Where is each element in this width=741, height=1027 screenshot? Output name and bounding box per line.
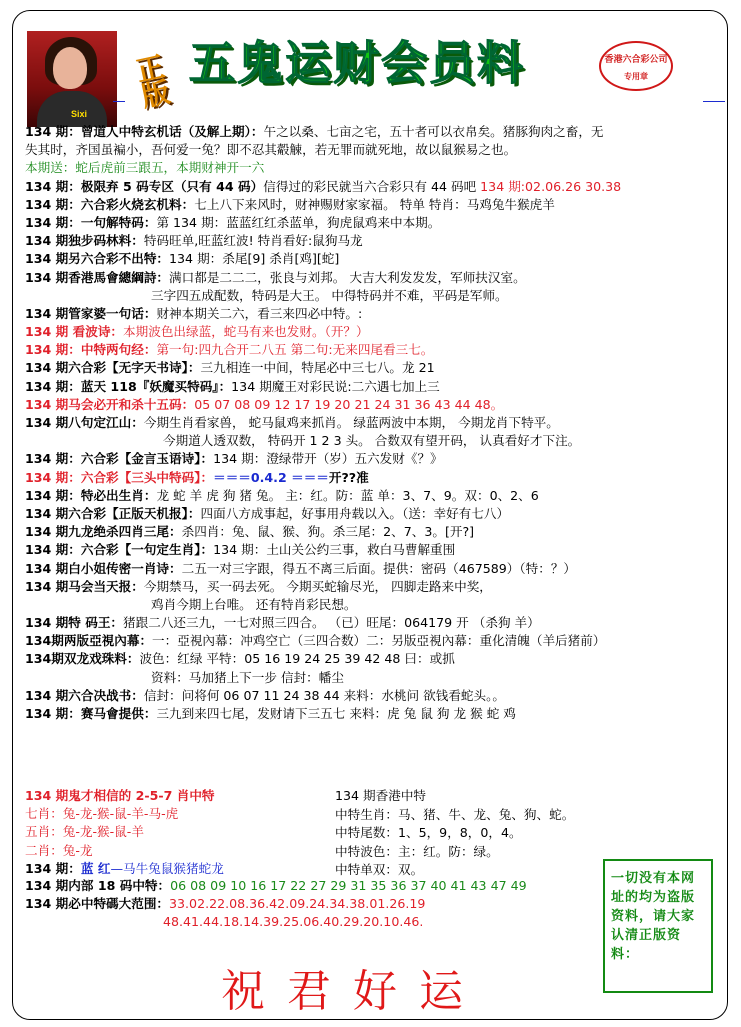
- content-line: [25, 359, 725, 377]
- line-segment: 午之以桑、七亩之宅，五十者可以衣帛矣。猪豚狗肉之畜，无: [263, 124, 604, 139]
- content-line: [25, 378, 725, 396]
- line-segment: 48.41.44.18.14.39.25.06.40.29.20.10.46.: [163, 914, 424, 930]
- content-lines: [25, 123, 725, 723]
- line-segment: —马牛兔鼠猴猪蛇龙: [110, 860, 224, 876]
- line-segment: 资料：马加猪上下一步 信封：幡尘: [151, 669, 344, 685]
- content-line: [25, 287, 725, 305]
- content-line: [25, 178, 725, 196]
- line-segment: 134 期六合决战书：: [25, 687, 144, 703]
- line-segment: 134 期：六合彩【金言玉语诗】：: [25, 451, 214, 467]
- content-line: [25, 687, 725, 705]
- line-segment: 134 期香港馬會總綱詩：: [25, 269, 170, 285]
- line-segment: 今期道人透双数， 特码开 1 2 3 头。 合数双有望开码， 认真看好才下注。: [163, 433, 581, 449]
- line-segment: 波色：红绿 平特：05 16 19 24 25 39 42 48 曰：或抓: [139, 651, 455, 667]
- content-line: [25, 450, 725, 468]
- line-segment: 三字四五成配数，特码是大王。 中得特码并不难，平码是军师。: [151, 287, 508, 303]
- right-block: [335, 787, 574, 880]
- wish-text: 祝君好运: [221, 966, 485, 1017]
- line-segment: 134 期：杀尾[9] 杀肖[鸡][蛇]: [169, 251, 340, 267]
- portrait-face: [53, 47, 87, 89]
- line-segment: 四面八方成事起，好事用舟载以入。（送：幸好有七八）: [200, 505, 510, 521]
- portrait-tag: Sixi: [71, 109, 88, 119]
- line-segment: 134 期马会当天报：: [25, 578, 144, 594]
- line-segment: 本期送：蛇后虎前三跟五，本期财神开一六: [25, 160, 265, 176]
- line-segment: 龙 蛇 羊 虎 狗 猪 兔。 主：红。防：蓝 单：3、7、9。双：0、2、6: [156, 487, 539, 503]
- line-segment: 134 期八句定江山：: [25, 415, 144, 430]
- right-block-line: 中特单双：双。: [335, 862, 424, 878]
- right-block-line: 中特尾数：1、5，9，8，0，4。: [335, 825, 522, 841]
- right-block-line: 中特波色：主：红。防：绿。: [335, 843, 499, 859]
- content-line: [25, 269, 725, 287]
- line-segment: 134 期 看波诗：: [25, 324, 124, 340]
- left-block: [25, 787, 224, 878]
- line-segment: 134 期：极限弃 5 码专区（只有 44 码）: [25, 178, 264, 194]
- notice-box: 一切没有本网址的均为盗版资料，请大家认清正版资料：: [603, 859, 713, 993]
- line-segment: 信封：问将何 06 07 11 24 38 44 来料：水桃问 欲钱看蛇头。。: [143, 687, 506, 703]
- line-segment: 本期波色出绿蓝，蛇马有来也发财。（开？）: [123, 324, 369, 340]
- line-segment: 一：亞視內幕：冲鸡空亡（三四合数）二：另版亞視內幕：重化清魄（羊后猪前）: [152, 633, 606, 649]
- line-segment: 134 期：六合彩火烧玄机料：: [25, 196, 195, 212]
- content-line: [25, 159, 725, 177]
- line-segment: 特码旺单,旺蓝红波! 特肖看好:鼠狗马龙: [143, 233, 363, 249]
- line-segment: 134 期六合彩【正版天机报】：: [25, 505, 201, 521]
- page-frame: [12, 10, 728, 1020]
- content-line: [25, 596, 725, 614]
- header-rule-left: [113, 101, 125, 102]
- line-segment: 信得过的彩民就当六合彩只有 44 码吧: [263, 178, 481, 194]
- content-line: [25, 560, 725, 578]
- content-line: [25, 232, 725, 250]
- zheng-logo: 正版: [133, 49, 173, 114]
- line-segment: 134 期九龙绝杀四肖三尾：: [25, 524, 182, 540]
- line-segment: 134 期六合彩【无字天书诗】：: [25, 360, 201, 376]
- line-segment: 五肖：兔-龙-猴-鼠-羊: [25, 824, 144, 840]
- content-line: [25, 578, 725, 596]
- line-segment: 财神本期关二六，看三来四必中特。:: [156, 305, 363, 321]
- content-line: [25, 805, 224, 823]
- content-line: [25, 787, 224, 805]
- content-line: [25, 842, 224, 860]
- line-segment: 二肖：兔-龙: [25, 842, 93, 858]
- content-line: [25, 541, 725, 559]
- stamp-bottom-text: 专用章: [624, 72, 648, 81]
- line-segment: 今期生肖看家兽， 蛇马鼠鸡来抓肖。 绿蓝两波中本期， 今期龙肖下特平。: [143, 415, 559, 430]
- line-segment: 满口都是二二二，张良与刘邦。 大吉大利发发发，军师扶汉室。: [169, 269, 526, 285]
- line-segment: 134 期：六合彩【三头中特码】：: [25, 469, 214, 485]
- line-segment: 06 08 09 10 16 17 22 27 29 31 35 36 37 40 41 43 47 49: [170, 878, 527, 893]
- content-line: [25, 632, 725, 650]
- line-segment: 134 期：特必出生肖：: [25, 487, 157, 503]
- line-segment: 三九到来四七尾，发财请下三五七 来料：虎 兔 鼠 狗 龙 猴 蛇 鸡: [156, 706, 516, 721]
- line-segment: 134 期魔王对彩民说:二六遇七加上三: [231, 378, 440, 394]
- content-line: [25, 650, 725, 668]
- line-segment: 134 期鬼才相信的 2-5-7 肖中特: [25, 788, 215, 803]
- content-line: [25, 669, 725, 687]
- line-segment: 134 期另六合彩不出特：: [25, 251, 170, 267]
- line-segment: 134 期：赛马會提供：: [25, 706, 157, 721]
- content-line: [25, 705, 725, 723]
- line-segment: 134 期：六合彩【一句定生肖】：: [25, 542, 214, 558]
- content-line: [25, 487, 725, 505]
- line-segment: 今期禁马，买一码去死。 今期买蛇输尽光， 四脚走路来中奖，: [143, 578, 492, 594]
- line-segment: 二五一对三字跟，得五不离三后面。提供：密码（467589）（特：？）: [181, 560, 577, 576]
- line-segment: 134 期必中特碼大范围：: [25, 896, 170, 912]
- content-line: [25, 323, 725, 341]
- content-line: [25, 523, 725, 541]
- line-segment: 第 134 期：蓝蓝红红杀蓝单，狗虎鼠鸡来中本期。: [156, 214, 441, 230]
- line-segment: 134 期：蓝天 118『妖魔买特码』：: [25, 378, 232, 394]
- content-line: [25, 505, 725, 523]
- line-segment: 猪跟二八还三九，一七对照三四合。 （已）旺尾：064179 开 （杀狗 羊）: [123, 615, 540, 631]
- line-segment: 134 期：澄绿带开（岁）五六发财《？》: [213, 451, 443, 467]
- line-segment: 134 期：中特两句经：: [25, 342, 157, 358]
- line-segment: 杀四肖：兔、鼠、猴、狗。杀三尾：2、7、3。[开?]: [181, 524, 475, 540]
- content-line: [25, 341, 725, 359]
- page-title: 五鬼运财会员料: [189, 36, 525, 90]
- line-segment: 开??准: [328, 469, 369, 485]
- content-line: [25, 396, 725, 414]
- content-line: [25, 196, 725, 214]
- content-line: [25, 432, 725, 450]
- content-line: [25, 123, 725, 141]
- line-segment: 134 期：土山关公约三事，救白马曹解重围: [213, 542, 456, 558]
- line-segment: 134 期特 码王：: [25, 615, 124, 631]
- content-line: [25, 860, 224, 878]
- line-segment: 05 07 08 09 12 17 19 20 21 24 31 36 43 44 48。: [194, 396, 504, 412]
- line-segment: 134 期马会必开和杀十五码：: [25, 396, 195, 412]
- official-stamp: [599, 41, 673, 91]
- line-segment: 134 期：一句解特码：: [25, 214, 157, 230]
- right-block-line: 中特生肖：马、猪、牛、龙、兔、狗、蛇。: [335, 806, 575, 822]
- line-segment: 失其时，齐国虽褊小，吾何爱一兔？即不忍其觳觫，若无罪而就死地，故以鼠猴易之也。: [25, 142, 517, 158]
- line-segment: 134 期管家婆一句话：: [25, 305, 157, 321]
- content-line: [25, 823, 224, 841]
- line-segment: 134 期独步码林料：: [25, 233, 144, 249]
- right-block-line: 134 期香港中特: [335, 788, 427, 803]
- line-segment: ＝＝＝0.4.2 ＝＝＝: [213, 469, 329, 485]
- line-segment: 鸡肖今期上台唯。 还有特肖彩民想。: [151, 596, 357, 612]
- line-segment: 134期两版亞視內幕：: [25, 633, 153, 649]
- line-segment: 33.02.22.08.36.42.09.24.34.38.01.26.19: [169, 896, 426, 912]
- line-segment: 134 期:02.06.26 30.38: [480, 178, 622, 194]
- line-segment: 134 期：曾道人中特玄机话（及解上期）：: [25, 124, 264, 139]
- line-segment: 134 期内部 18 码中特：: [25, 878, 171, 893]
- content-line: [25, 614, 725, 632]
- content-line: [25, 305, 725, 323]
- line-segment: 134期双龙戏珠料：: [25, 651, 140, 667]
- line-segment: 第一句:四九合开二八五 第二句:无来四尾看三七。: [156, 342, 434, 358]
- portrait-photo: [27, 31, 117, 127]
- line-segment: 三九相连一中间，特尾必中三七八。龙 21: [200, 360, 435, 376]
- line-segment: 七上八下来风时，财神赐财家家福。 特单 特肖：马鸡兔牛猴虎羊: [194, 196, 555, 212]
- line-segment: 七肖：兔-龙-猴-鼠-羊-马-虎: [25, 806, 179, 822]
- content-line: [25, 141, 725, 159]
- content-line: [25, 469, 725, 487]
- header-rule-right: [703, 101, 725, 102]
- line-segment: 蓝 红: [80, 860, 111, 876]
- line-segment: 134 期白小姐传密一肖诗：: [25, 560, 182, 576]
- line-segment: 134 期：: [25, 860, 81, 876]
- content-line: [25, 250, 725, 268]
- content-line: [25, 414, 725, 432]
- stamp-top-text: 香港六合彩公司: [604, 55, 668, 65]
- content-line: [25, 214, 725, 232]
